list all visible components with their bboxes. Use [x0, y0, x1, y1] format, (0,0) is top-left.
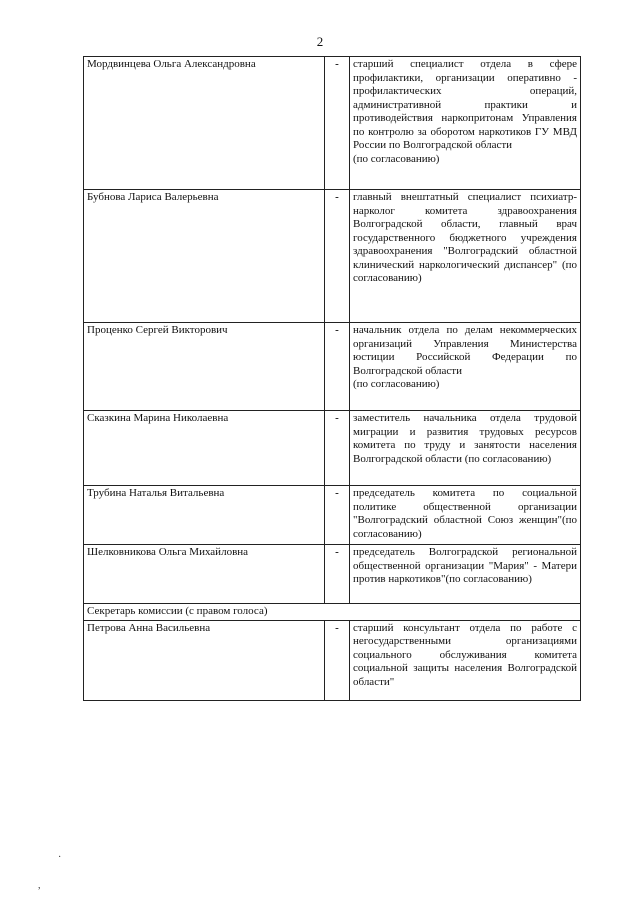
position-text: председатель Волгоградской региональной общественной организации "Мария" - Матери против наркотиков"(по согласованию): [353, 546, 577, 585]
position-text: главный внештатный специалист психиатр-нарколог комитета здравоохранения Волгоградской области, главный врач государственного бюджетного учреждения здравоохранения "Волгоградский областной клинический наркологический диспансер" (по согласованию): [353, 191, 577, 284]
member-name: Шелковникова Ольга Михайловна: [84, 545, 325, 604]
member-position: [350, 57, 581, 190]
member-name: Сказкина Марина Николаевна: [84, 411, 325, 486]
scan-speck: ·: [58, 852, 62, 863]
member-row: [84, 411, 581, 486]
member-position: [350, 190, 581, 323]
member-position: [350, 486, 581, 545]
approval-note: (по согласованию): [353, 378, 440, 390]
scan-speck: ,: [38, 880, 41, 891]
member-row: [84, 323, 581, 411]
page-number: 2: [316, 34, 324, 49]
commission-members-table: [83, 56, 581, 701]
member-name: Трубина Наталья Витальевна: [84, 486, 325, 545]
member-name: Бубнова Лариса Валерьевна: [84, 190, 325, 323]
dash-separator: -: [325, 620, 350, 700]
secretary-section-row: [84, 604, 581, 621]
dash-separator: -: [325, 411, 350, 486]
member-name: Мордвинцева Ольга Александровна: [84, 57, 325, 190]
member-row: [84, 545, 581, 604]
member-row: [84, 57, 581, 190]
secretary-section-label: Секретарь комиссии (с правом голоса): [84, 604, 581, 621]
member-name: Проценко Сергей Викторович: [84, 323, 325, 411]
member-row: [84, 190, 581, 323]
secretary-row: [84, 620, 581, 700]
dash-separator: -: [325, 57, 350, 190]
member-position: [350, 411, 581, 486]
member-position: [350, 545, 581, 604]
dash-separator: -: [325, 323, 350, 411]
member-row: [84, 486, 581, 545]
dash-separator: -: [325, 545, 350, 604]
position-text: старший консультант отдела по работе с негосударственными организациями социального обслуживания комитета социальной защиты населения Волгоградской области": [353, 621, 577, 688]
dash-separator: -: [325, 190, 350, 323]
position-text: заместитель начальника отдела трудовой миграции и развития трудовых ресурсов комитета по труду и занятости населения Волгоградской области (по согласованию): [353, 412, 577, 465]
position-text: председатель комитета по социальной политике общественной организации "Волгоградский областной Союз женщин"(по согласованию): [353, 487, 577, 540]
approval-note: (по согласованию): [353, 152, 440, 165]
position-text: начальник отдела по делам некоммерческих организаций Управления Министерства юстиции Российской Федерации по Волгоградской области: [353, 324, 577, 377]
member-position: [350, 323, 581, 411]
secretary-name: Петрова Анна Васильевна: [84, 620, 325, 700]
secretary-position: [350, 620, 581, 700]
dash-separator: -: [325, 486, 350, 545]
position-text: старший специалист отдела в сфере профилактики, организации оперативно - профилактических операций, административной практики и противодействия наркопритонам Управления по контролю за оборотом наркотиков ГУ МВД России по Волгоградской области: [353, 58, 577, 151]
